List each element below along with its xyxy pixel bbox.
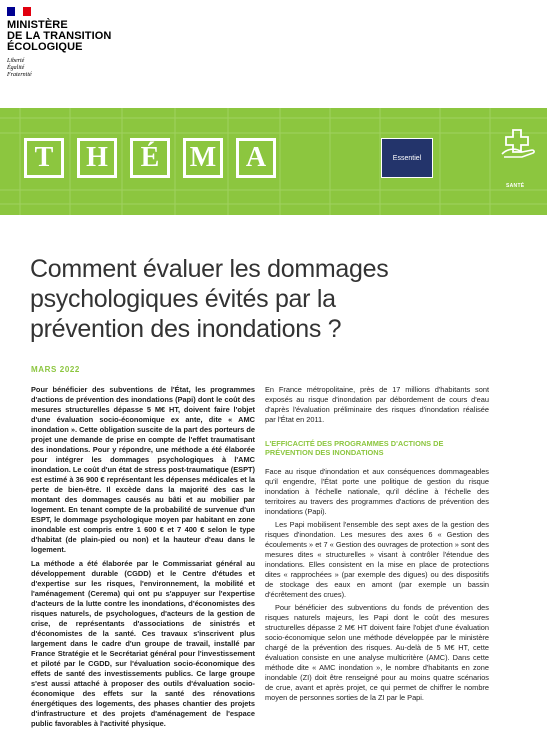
title-line: prévention des inondations ?	[30, 315, 342, 343]
thema-letters	[24, 138, 276, 178]
republic-motto: Liberté Égalité Fraternité	[7, 58, 32, 78]
body-paragraph: Les Papi mobilisent l'ensemble des sept axes de la gestion des risques d'inondation. Les mesures des axes 6 « Gestion des écoulements » et 7 « Gestion des ouvrages de protection » sont des mesures dites « structurelles » visant à contrôler l'étendue des inondations. Elles consistent en la mise en place de protections dites « rapprochées » (par exemple des digues) ou des dispositifs de stockage des eaux en amont (par exemple un bassin d'écrêtement des crues).	[265, 520, 489, 599]
summary-paragraph: La méthode a été élaborée par le Commissariat général au développement durable (CGDD) et le Centre d'études et d'expertise sur les risques, l'environnement, la mobilité et l'aménagement (Cerema) qui ont pu s'appuyer sur l'expertise d'acteurs de la lutte contre les inondations, d'économistes des risques naturels, de psychologues, d'acteurs de la gestion de crise, de représentants d'associations de sinistrés et d'économistes de la santé. Ces travaux s'inscrivent plus largement dans le cadre d'un groupe de travail, installé par France Stratégie et le Secrétariat général pour l'investissement et piloté par le CGDD, sur l'évaluation socio-économique des effets de santé des investissements publics. Ce large groupe s'est aussi attaché à proposer des outils d'évaluation socio-économique des effets sur la santé des rénovations énergétiques des logements, des phases chantier des projets d'infrastructure et des projets d'aménagement de l'espace public favorables à l'activité physique.	[31, 559, 255, 728]
title-line: psychologiques évités par la	[30, 285, 336, 313]
thema-letter: H	[77, 138, 117, 178]
health-cross-icon	[500, 128, 538, 158]
title-line: Comment évaluer les dommages	[30, 255, 389, 283]
thema-letter: É	[130, 138, 170, 178]
thema-banner	[0, 108, 547, 215]
intro-paragraph: En France métropolitaine, près de 17 millions d'habitants sont exposés au risque d'inondation par débordement de cours d'eau d'après l'évaluation préliminaire des risques d'inondation réalisée par l'État en 2011.	[265, 385, 489, 424]
thema-letter: M	[183, 138, 223, 178]
thema-letter: A	[236, 138, 276, 178]
ministry-header	[0, 0, 547, 108]
thema-letter: T	[24, 138, 64, 178]
essentiel-label: Essentiel	[392, 154, 422, 162]
page-title	[30, 254, 510, 344]
essentiel-badge	[381, 138, 433, 178]
body-paragraph: Pour bénéficier des subventions du fonds de prévention des risques naturels majeurs, les Papi dont le coût des mesures structurelles dépasse 2 M€ HT doivent faire l'objet d'une évaluation socio-économique selon une méthode développée par le ministère chargé de la prévention des risques. Au-delà de 5 M€ HT, cette évaluation consiste en une analyse multicritère (AMC). Dans cette méthode dite « AMC inondation », le nombre d'habitants en zone inondable (ZI) doit être renseigné pour au moins quatre scénarios de crue, avant et après projet, ce qui permet de chiffrer le nombre moyen de personnes sorties de la ZI par le Papi.	[265, 603, 489, 702]
summary-paragraph: Pour bénéficier des subventions de l'État, les programmes d'actions de prévention des inondations (Papi) dont le coût des mesures structurelles dépasse 5 M€ HT, doivent faire l'objet d'une évaluation socio-économique ex ante, dite « AMC inondation ». Cette obligation suscite de la part des porteurs de projet une demande de prise en compte de l'effet traumatisant des inondations. Pour y répondre, une méthode a été élaborée pour intégrer les dommages psychologiques à l'AMC inondation. Le coût d'un état de stress post-traumatique (ESPT) est estimé à 36 900 € représentant les dépenses médicales et la perte de bien-être. Il excède dans la majorité des cas le montant des dommages causés au bâti et au mobilier par logement. En tenant compte de la probabilité de survenue d'un ESPT, le dommage psychologique moyen par habitant en zone inondable est compris entre 1 600 € et 7 400 € selon le type d'habitat (de plain-pied ou non) et la hauteur d'eau dans le logement.	[31, 385, 255, 554]
section-heading: L'EFFICACITÉ DES PROGRAMMES D'ACTIONS DE PRÉVENTION DES INONDATIONS	[265, 439, 444, 457]
theme-label: SANTÉ	[506, 183, 525, 189]
summary-column	[31, 385, 255, 729]
publication-date: MARS 2022	[31, 365, 80, 374]
body-paragraph: Face au risque d'inondation et aux conséquences dommageables qu'il engendre, l'État porte une politique de gestion du risque inondation à l'échelle nationale, qu'il décline à l'échelle des territoires au travers des programmes d'actions de prévention des inondations (Papi).	[265, 467, 489, 516]
marianne-icon	[14, 8, 22, 16]
body-column	[265, 385, 489, 703]
ministry-name: MINISTÈRE DE LA TRANSITION ÉCOLOGIQUE	[7, 19, 112, 53]
